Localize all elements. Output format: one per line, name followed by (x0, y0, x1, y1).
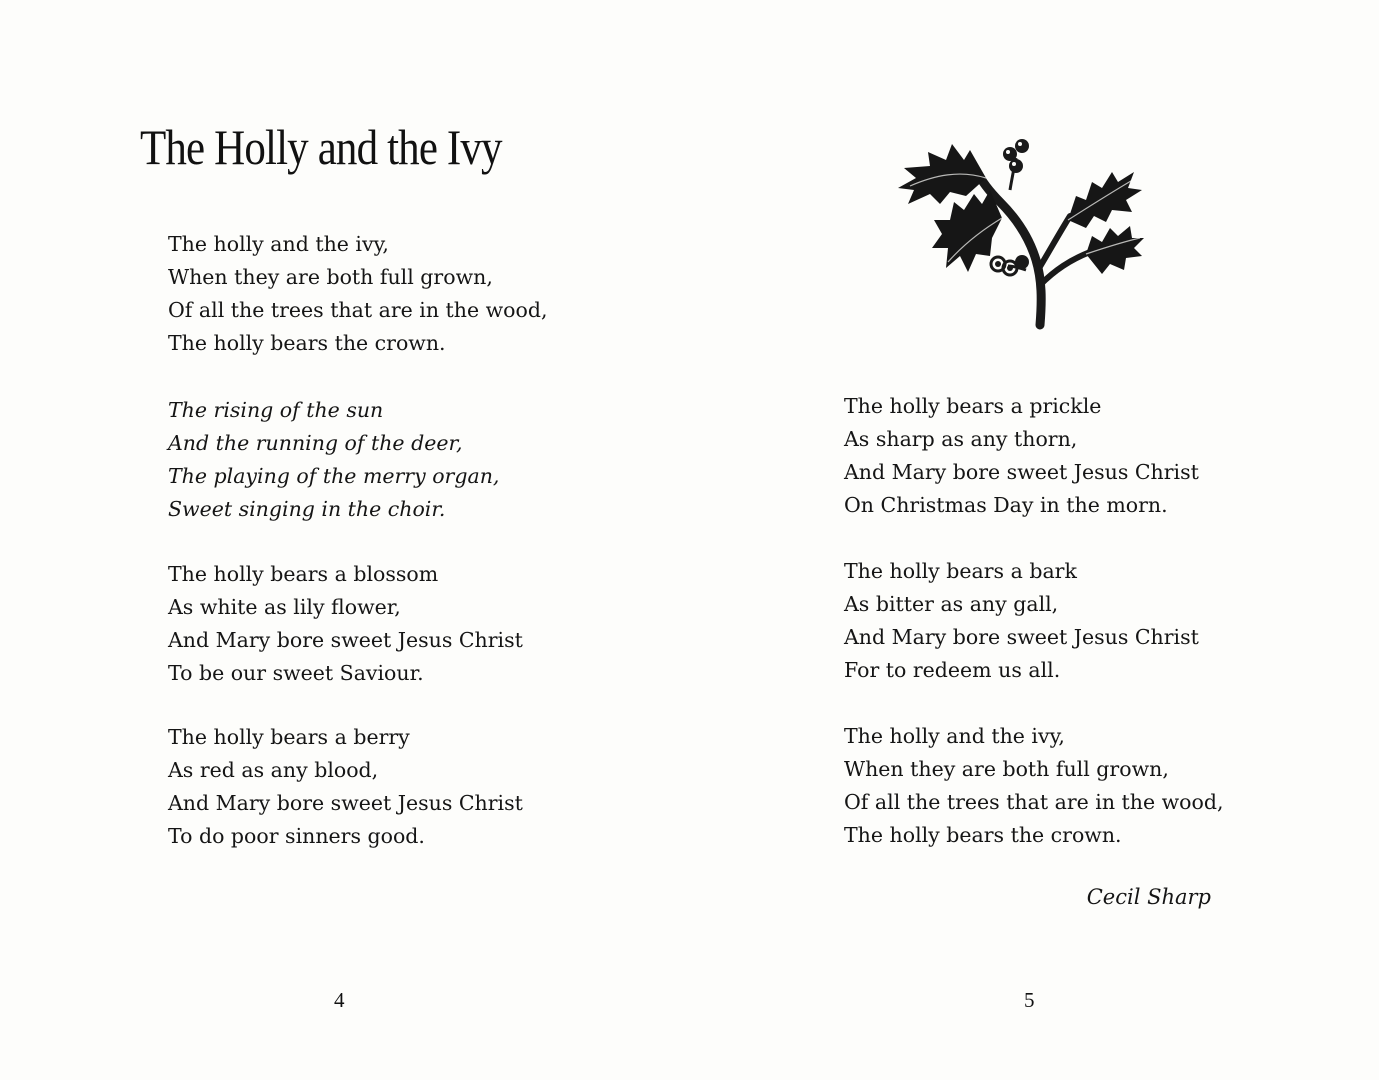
stanza-2 (168, 558, 523, 690)
stanza-line: As bitter as any gall, (844, 592, 1059, 616)
stanza-line: The holly bears a prickle (844, 394, 1102, 418)
stanza-line: Of all the trees that are in the wood, (844, 790, 1224, 814)
page-number: 4 (334, 988, 345, 1012)
chorus-line: The rising of the sun (168, 398, 384, 422)
stanza-line: The holly and the ivy, (168, 232, 389, 256)
stanza-line: On Christmas Day in the morn. (844, 493, 1168, 517)
stanza-3 (168, 721, 523, 853)
stanza-line: The holly and the ivy, (844, 724, 1065, 748)
chorus-line: And the running of the deer, (168, 431, 463, 455)
stanza-line: When they are both full grown, (168, 265, 493, 289)
stanza-line: To do poor sinners good. (168, 824, 425, 848)
stanza-5 (844, 555, 1199, 687)
stanza-line: The holly bears a berry (168, 725, 410, 749)
stanza-line: The holly bears a blossom (168, 562, 439, 586)
stanza-line: For to redeem us all. (844, 658, 1061, 682)
stanza-6 (844, 720, 1224, 852)
stanza-4 (844, 390, 1199, 522)
stanza-line: Of all the trees that are in the wood, (168, 298, 548, 322)
poem-title: The Holly and the Ivy (140, 119, 502, 175)
chorus-line: The playing of the merry organ, (168, 464, 500, 488)
stanza-line: As sharp as any thorn, (844, 427, 1078, 451)
stanza-line: When they are both full grown, (844, 757, 1169, 781)
stanza-line: And Mary bore sweet Jesus Christ (168, 628, 523, 652)
chorus (168, 394, 499, 526)
stanza-line: And Mary bore sweet Jesus Christ (168, 791, 523, 815)
stanza-line: As white as lily flower, (168, 595, 401, 619)
holly-sprig-icon (890, 120, 1145, 335)
stanza-line: The holly bears the crown. (844, 823, 1122, 847)
stanza-line: And Mary bore sweet Jesus Christ (844, 460, 1199, 484)
page-number: 5 (1024, 988, 1035, 1012)
stanza-line: The holly bears a bark (844, 559, 1077, 583)
stanza-line: As red as any blood, (168, 758, 379, 782)
stanza-line: And Mary bore sweet Jesus Christ (844, 625, 1199, 649)
chorus-line: Sweet singing in the choir. (168, 497, 446, 521)
stanza-line: The holly bears the crown. (168, 331, 446, 355)
stanza-line: To be our sweet Saviour. (168, 661, 424, 685)
author-attribution: Cecil Sharp (1086, 885, 1211, 909)
right-page (690, 0, 1379, 1080)
stanza-1 (168, 228, 548, 360)
